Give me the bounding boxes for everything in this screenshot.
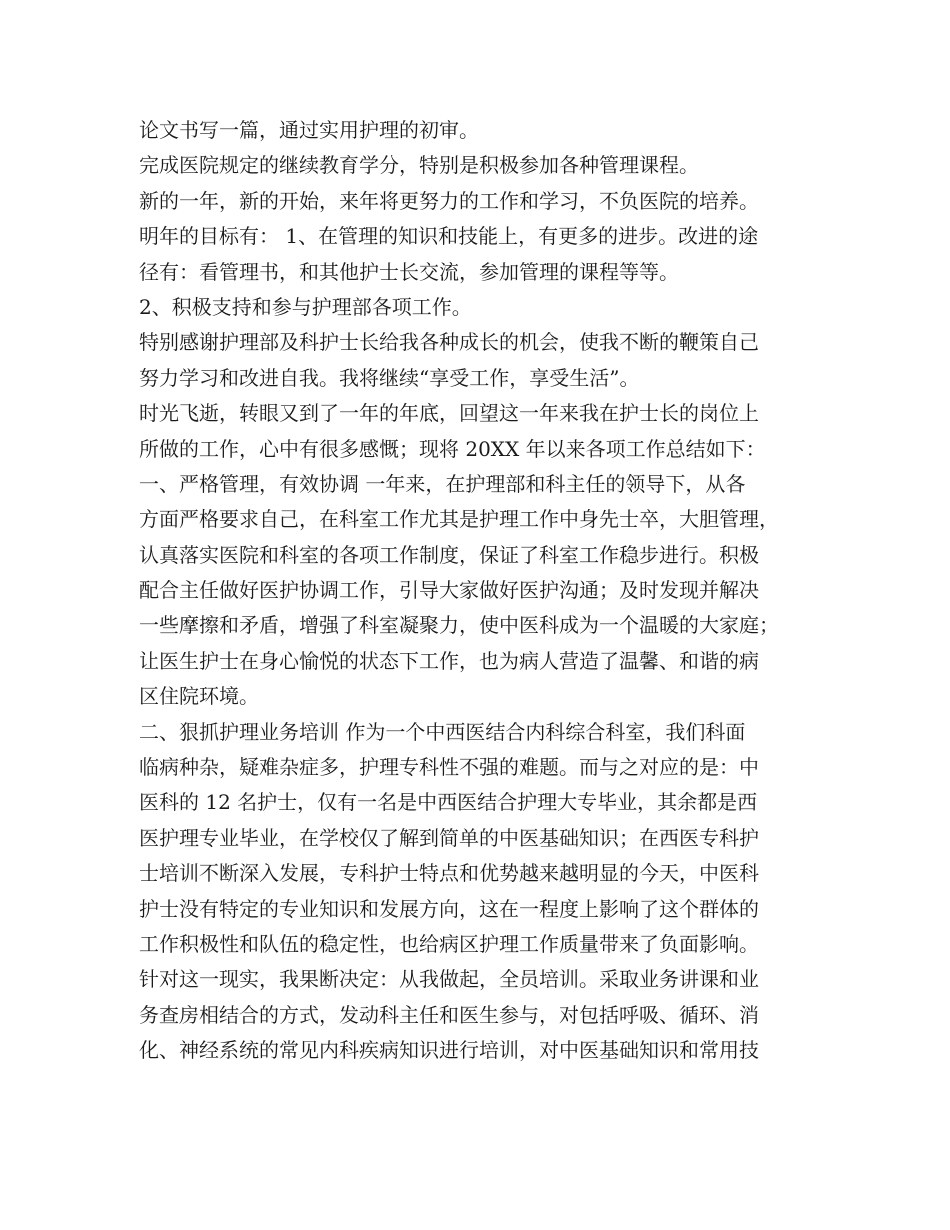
text-line: 医护理专业毕业，在学校仅了解到简单的中医基础知识；在西医专科护 (139, 825, 759, 850)
text-line: 务查房相结合的方式，发动科主任和医生参与，对包括呼吸、循环、消 (139, 1002, 759, 1027)
text-line: 特别感谢护理部及科护士长给我各种成长的机会，使我不断的鞭策自己 (139, 330, 759, 355)
text-line: 化、神经系统的常见内科疾病知识进行培训，对中医基础知识和常用技 (139, 1038, 759, 1063)
text-line: 针对这一现实，我果断决定：从我做起，全员培训。采取业务讲课和业 (139, 967, 759, 992)
text-line: 明年的目标有： 1、在管理的知识和技能上，有更多的进步。改进的途 (139, 224, 759, 249)
text-line: 临病种杂，疑难杂症多，护理专科性不强的难题。而与之对应的是：中 (139, 755, 759, 780)
text-line: 一、严格管理，有效协调 一年来，在护理部和科主任的领导下，从各 (139, 471, 746, 496)
text-line: 新的一年，新的开始，来年将更努力的工作和学习，不负医院的培养。 (139, 188, 759, 213)
text-line: 认真落实医院和科室的各项工作制度，保证了科室工作稳步进行。积极 (139, 542, 759, 567)
text-line: 工作积极性和队伍的稳定性，也给病区护理工作质量带来了负面影响。 (139, 931, 759, 956)
text-line: 完成医院规定的继续教育学分，特别是积极参加各种管理课程。 (139, 153, 699, 178)
document-body (139, 113, 819, 1069)
text-line: 所做的工作，心中有很多感慨；现将 20XX 年以来各项工作总结如下： (139, 436, 766, 461)
text-line: 努力学习和改进自我。我将继续“享受工作，享受生活”。 (139, 365, 640, 390)
text-line: 径有：看管理书，和其他护士长交流，参加管理的课程等等。 (139, 259, 679, 284)
text-line: 一些摩擦和矛盾，增强了科室凝聚力，使中医科成为一个温暖的大家庭； (139, 613, 779, 638)
text-line: 二、狠抓护理业务培训 作为一个中西医结合内科综合科室，我们科面 (139, 719, 746, 744)
text-line: 论文书写一篇，通过实用护理的初审。 (139, 118, 479, 142)
text-line: 时光飞逝，转眼又到了一年的年底，回望这一年来我在护士长的岗位上 (139, 401, 759, 426)
text-line: 方面严格要求自己，在科室工作尤其是护理工作中身先士卒，大胆管理， (139, 507, 779, 532)
text-line: 护士没有特定的专业知识和发展方向，这在一程度上影响了这个群体的 (139, 896, 759, 921)
text-line: 让医生护士在身心愉悦的状态下工作，也为病人营造了温馨、和谐的病 (139, 648, 759, 673)
text-line: 医科的 12 名护士，仅有一名是中西医结合护理大专毕业，其余都是西 (139, 790, 758, 815)
text-line: 士培训不断深入发展，专科护士特点和优势越来越明显的今天，中医科 (139, 861, 759, 886)
text-line: 配合主任做好医护协调工作，引导大家做好医护沟通；及时发现并解决 (139, 578, 759, 603)
text-line: 区住院环境。 (139, 684, 259, 709)
text-line: 2、积极支持和参与护理部各项工作。 (139, 294, 472, 319)
